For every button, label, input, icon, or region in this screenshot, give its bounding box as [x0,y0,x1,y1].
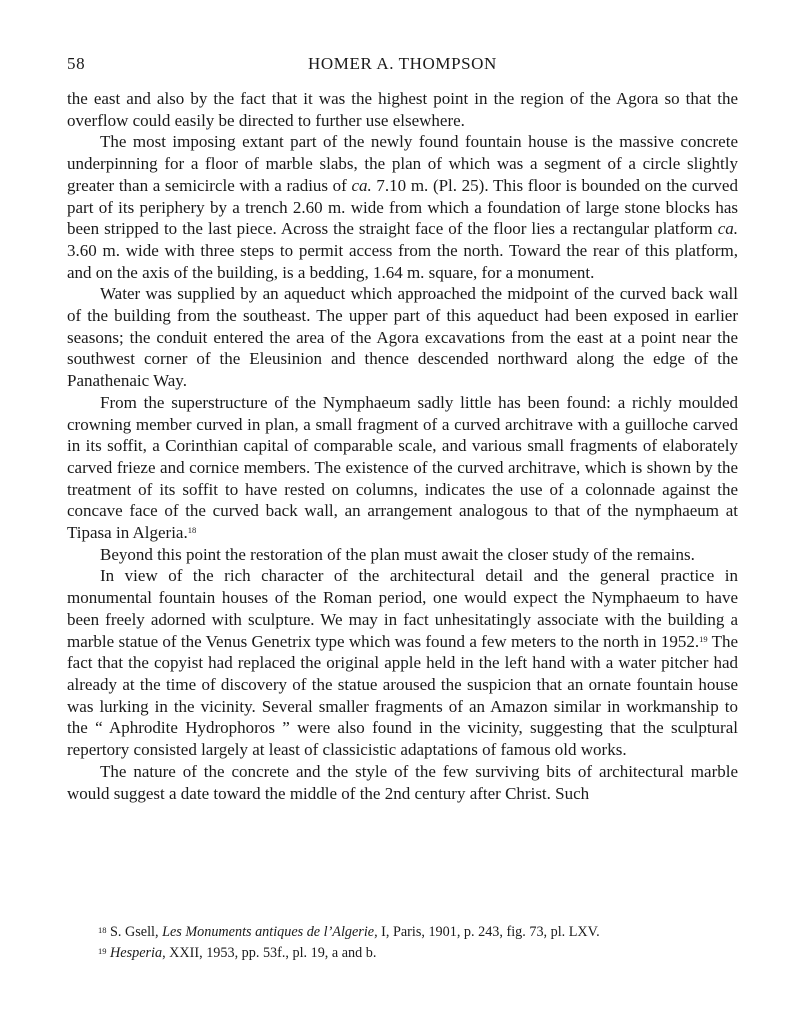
paragraph-superstructure [67,392,738,544]
footnote-number: 18 [98,925,107,935]
paragraph-text: In view of the rich character of the architectural detail and the general practice in monumental fountain houses of the Roman period, one would expect the Nymphaeum to have been freely adorned with sculpture. We may in fact unhesitatingly associate with the building a marble statue of the Venus Genetrix type which was found a few meters to the north in 1952. [67,566,738,651]
footnote-18 [98,922,738,943]
paragraph-continuation: the east and also by the fact that it was the highest point in the region of the Agora so that the overflow could easily be directed to further use elsewhere. [67,89,738,130]
footnote-citation: , I, Paris, 1901, p. 243, fig. 73, pl. LXV. [374,924,600,940]
running-title: HOMER A. THOMPSON [308,54,497,73]
paragraph-fountain-floor [67,131,738,283]
abbrev-circa: ca. [717,219,738,239]
footnote-title: Les Monuments antiques de l’Algerie [162,924,375,940]
paragraph-text: This floor is bounded on the curved part of its periphery by a trench 2.60 m. wide from which a foundation of large stone blocks has been stripped to the last piece. Across the straight face of the floor lies a rectangular platform [67,175,738,239]
paragraph-aqueduct: Water was supplied by an aqueduct which approached the midpoint of the curved back wall of the building from the southeast. The upper part of this aqueduct had been exposed in earlier seasons; the conduit entered the area of the Agora excavations from the east at a point near the southwest corner of the Eleusinion and thence descended northward along the edge of the Panathenaic Way. [67,284,738,391]
page-number: 58 [67,54,86,73]
body-text [67,88,738,804]
paragraph-text: The most imposing extant part of the newly found fountain house is the massive concrete underpinning for a floor of marble slabs, the plan of which was a segment of a circle slightly greater than a semicircle with a radius of [67,132,738,195]
page-header [67,54,738,78]
footnote-author: S. Gsell, [110,924,163,940]
footnote-ref: 19 [699,633,708,644]
paragraph-sculpture [67,565,738,760]
abbrev-circa: ca. [351,175,372,195]
paragraph-dating: The nature of the concrete and the style of the few surviving bits of architectural marble would suggest a date toward the middle of the 2nd century after Christ. Such [67,761,738,803]
footnote-title: Hesperia [110,945,163,961]
footnote-19 [98,943,738,964]
footnote-citation: , XXII, 1953, pp. 53f., pl. 19, a and b. [162,945,377,961]
footnote-ref: 18 [187,525,197,536]
paragraph-text: 3.60 m. wide with three steps to permit access from the north. Toward the rear of this platform, and on the axis of the building, is a bedding, 1.64 m. square, for a monument. [67,240,738,282]
paragraph-text: From the superstructure of the Nymphaeum sadly little has been found: a richly moulded crowning member curved in plan, a small fragment of a curved architrave with a guilloche carved in its soffit, a Corinthian capital of comparable scale, and various small fragments of elaborately carved frieze and cornice members. The existence of the curved architrave, which is shown by the treatment of its soffit to have rested on columns, indicates the use of a colonnade against the concave face of the curved back wall, an arrangement analogous to that of the nymphaeum at Tipasa in Algeria. [67,392,738,543]
footnotes [98,922,738,964]
paragraph-text: 7.10 m. (Pl. 25). [371,175,489,195]
footnote-number: 19 [98,946,107,956]
paragraph-text: The fact that the copyist had replaced the original apple held in the left hand with a water pitcher had already at the time of discovery of the statue aroused the suspicion that an ornate fountain house was lurking in the vicinity. Several smaller fragments of an Amazon similar in workmanship to the “ Aphrodite Hydrophoros ” were also found in the vicinity, suggesting that the sculptural repertory consisted largely at least of classicistic adaptations of famous old works. [67,631,739,760]
paragraph-restoration: Beyond this point the restoration of the plan must await the closer study of the remains. [100,544,695,564]
